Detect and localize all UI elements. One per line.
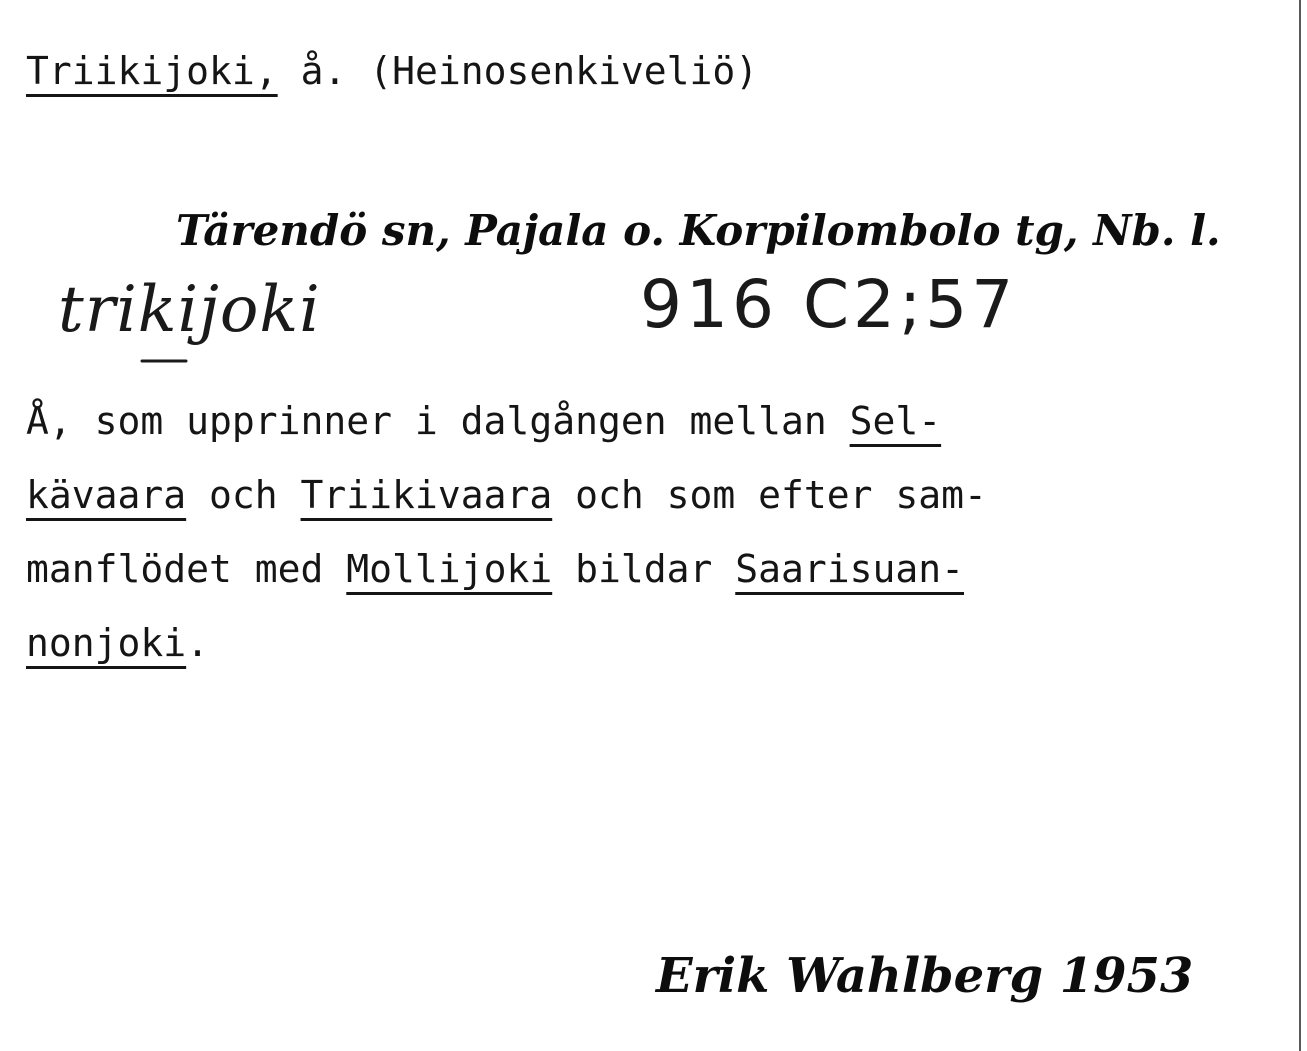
signature: Erik Wahlberg 1953 bbox=[656, 948, 1194, 1004]
desc-link-mollijoki: Mollijoki bbox=[346, 547, 553, 591]
desc-text: och som efter sam- bbox=[552, 473, 987, 517]
desc-link-selkavaara: Sel- bbox=[849, 399, 942, 443]
alternate-name: (Heinosenkiveliö) bbox=[369, 49, 759, 93]
desc-text: . bbox=[186, 621, 210, 665]
description-line-3 bbox=[26, 547, 965, 591]
handwritten-name: trikijoki bbox=[58, 273, 321, 347]
heading-line bbox=[26, 49, 759, 93]
desc-link-saarisuannonjoki: Saarisuan- bbox=[735, 547, 965, 591]
card-edge-line bbox=[1299, 0, 1301, 1051]
desc-link-triikivaara: Triikivaara bbox=[300, 473, 553, 517]
desc-link-selkavaara-cont: kävaara bbox=[26, 473, 187, 517]
desc-text: bildar bbox=[552, 547, 736, 591]
description-line-4 bbox=[26, 621, 210, 665]
description-line-1 bbox=[26, 399, 942, 443]
handwritten-map-reference: 916 C2;57 bbox=[640, 266, 1018, 343]
location-line: Tärendö sn, Pajala o. Korpilombolo tg, Nb. l. bbox=[176, 206, 1221, 255]
desc-text: och bbox=[186, 473, 301, 517]
desc-text: manflödet med bbox=[26, 547, 347, 591]
place-name: Triikijoki, bbox=[26, 49, 278, 93]
desc-link-saarisuannonjoki-cont: nonjoki bbox=[26, 621, 187, 665]
handwritten-underline bbox=[140, 357, 190, 365]
description-line-2 bbox=[26, 473, 987, 517]
feature-type: å. bbox=[300, 49, 347, 93]
desc-text: Å, som upprinner i dalgången mellan bbox=[26, 399, 850, 443]
